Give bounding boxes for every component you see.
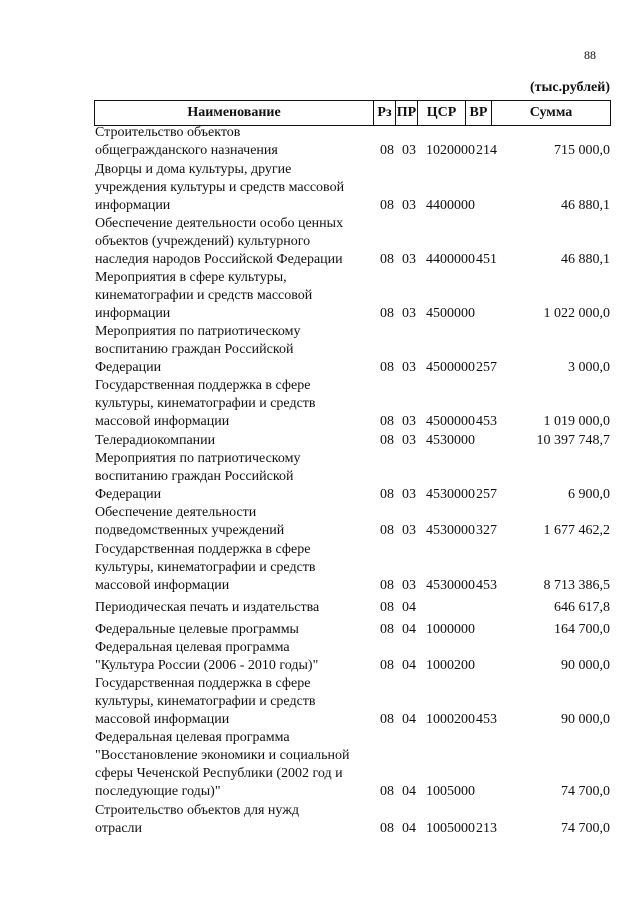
row-csr: 4530000 [426, 523, 475, 538]
row-csr: 4500000 [426, 306, 475, 321]
header-name: Наименование [187, 105, 281, 120]
table-row [0, 621, 640, 639]
row-rz: 08 [380, 198, 394, 213]
row-rz: 08 [380, 414, 394, 429]
row-name: Обеспечение деятельности особо ценных объектов (учреждений) культурного наследия народов Российской Федерации [95, 216, 344, 267]
row-pr: 04 [402, 784, 416, 799]
table-row [0, 541, 640, 599]
row-csr: 4530000 [426, 487, 475, 502]
row-sum: 1 022 000,0 [543, 306, 610, 321]
table-header [94, 100, 611, 126]
row-name: Мероприятия по патриотическому воспитанию граждан Российской Федерации [95, 324, 301, 375]
table-row [0, 124, 640, 161]
row-sum: 90 000,0 [561, 712, 610, 727]
row-name: Государственная поддержка в сфере культуры, кинематографии и средств массовой информации [95, 378, 316, 429]
row-name: Обеспечение деятельности подведомственных учреждений [95, 505, 285, 538]
row-rz: 08 [380, 600, 394, 615]
table-row [0, 432, 640, 450]
table-row [0, 161, 640, 215]
row-csr: 4530000 [426, 578, 475, 593]
row-pr: 03 [402, 487, 416, 502]
table-row [0, 729, 640, 802]
row-sum: 8 713 386,5 [543, 578, 610, 593]
row-name: Федеральная целевая программа "Восстановление экономики и социальной сферы Чеченской Республики (2002 год и последующие годы)" [95, 730, 350, 799]
row-pr: 03 [402, 198, 416, 213]
row-rz: 08 [380, 360, 394, 375]
row-vr: 257 [476, 360, 497, 375]
header-rz: Рз [373, 101, 395, 125]
row-name: Государственная поддержка в сфере культуры, кинематографии и средств массовой информации [95, 676, 316, 727]
table-row [0, 504, 640, 541]
row-pr: 04 [402, 600, 416, 615]
row-sum: 74 700,0 [561, 821, 610, 836]
header-pr: ПР [395, 101, 417, 125]
header-vr: ВР [465, 101, 491, 125]
row-name: Федеральная целевая программа "Культура России (2006 - 2010 годы)" [95, 640, 319, 673]
row-pr: 04 [402, 712, 416, 727]
row-name: Строительство объектов общегражданского назначения [95, 125, 278, 158]
row-rz: 08 [380, 523, 394, 538]
row-rz: 08 [380, 306, 394, 321]
row-csr: 4400000 [426, 252, 475, 267]
row-vr: 213 [476, 821, 497, 836]
row-csr: 1000000 [426, 622, 475, 637]
units-label: (тыс.рублей) [529, 80, 610, 95]
row-rz: 08 [380, 821, 394, 836]
row-pr: 03 [402, 414, 416, 429]
row-vr: 327 [476, 523, 497, 538]
row-pr: 04 [402, 658, 416, 673]
row-vr: 453 [476, 578, 497, 593]
row-vr: 453 [476, 712, 497, 727]
row-name: Дворцы и дома культуры, другие учреждения культуры и средств массовой информации [95, 162, 345, 213]
row-name: Периодическая печать и издательства [95, 600, 320, 615]
row-name: Строительство объектов для нужд отрасли [95, 803, 300, 836]
row-pr: 03 [402, 143, 416, 158]
row-sum: 74 700,0 [561, 784, 610, 799]
row-sum: 90 000,0 [561, 658, 610, 673]
row-sum: 715 000,0 [554, 143, 610, 158]
table-row [0, 639, 640, 675]
row-vr: 257 [476, 487, 497, 502]
row-rz: 08 [380, 658, 394, 673]
row-csr: 4400000 [426, 198, 475, 213]
row-sum: 46 880,1 [561, 198, 610, 213]
table-row [0, 599, 640, 621]
row-sum: 10 397 748,7 [536, 433, 610, 448]
row-csr: 4500000 [426, 414, 475, 429]
row-csr: 1005000 [426, 821, 475, 836]
table-row [0, 323, 640, 377]
table-row [0, 269, 640, 323]
page-number: 88 [584, 48, 596, 62]
row-sum: 1 677 462,2 [543, 523, 610, 538]
row-csr: 4500000 [426, 360, 475, 375]
row-rz: 08 [380, 712, 394, 727]
row-pr: 03 [402, 252, 416, 267]
row-sum: 46 880,1 [561, 252, 610, 267]
table-row [0, 377, 640, 432]
header-csr: ЦСР [417, 101, 465, 125]
row-rz: 08 [380, 433, 394, 448]
row-csr: 1000200 [426, 658, 475, 673]
row-rz: 08 [380, 784, 394, 799]
row-pr: 04 [402, 622, 416, 637]
row-pr: 03 [402, 578, 416, 593]
row-csr: 1005000 [426, 784, 475, 799]
row-sum: 164 700,0 [554, 622, 610, 637]
row-pr: 03 [402, 360, 416, 375]
row-name: Мероприятия по патриотическому воспитанию граждан Российской Федерации [95, 451, 301, 502]
row-pr: 04 [402, 821, 416, 836]
row-name: Государственная поддержка в сфере культуры, кинематографии и средств массовой информации [95, 542, 316, 593]
row-rz: 08 [380, 578, 394, 593]
row-vr: 451 [476, 252, 497, 267]
table-row [0, 215, 640, 269]
row-csr: 1020000 [426, 143, 475, 158]
row-sum: 646 617,8 [554, 600, 610, 615]
row-rz: 08 [380, 143, 394, 158]
row-sum: 6 900,0 [568, 487, 610, 502]
header-sum: Сумма [491, 101, 610, 125]
table-body [0, 124, 640, 838]
table-row [0, 450, 640, 504]
row-vr: 453 [476, 414, 497, 429]
table-row [0, 802, 640, 838]
row-pr: 03 [402, 306, 416, 321]
row-pr: 03 [402, 523, 416, 538]
row-csr: 1000200 [426, 712, 475, 727]
row-csr: 4530000 [426, 433, 475, 448]
row-rz: 08 [380, 252, 394, 267]
row-sum: 1 019 000,0 [543, 414, 610, 429]
row-pr: 03 [402, 433, 416, 448]
row-rz: 08 [380, 487, 394, 502]
row-sum: 3 000,0 [568, 360, 610, 375]
row-vr: 214 [476, 143, 497, 158]
row-rz: 08 [380, 622, 394, 637]
row-name: Мероприятия в сфере культуры, кинематографии и средств массовой информации [95, 270, 313, 321]
row-name: Телерадиокомпании [95, 433, 216, 448]
table-row [0, 675, 640, 729]
row-name: Федеральные целевые программы [95, 622, 299, 637]
